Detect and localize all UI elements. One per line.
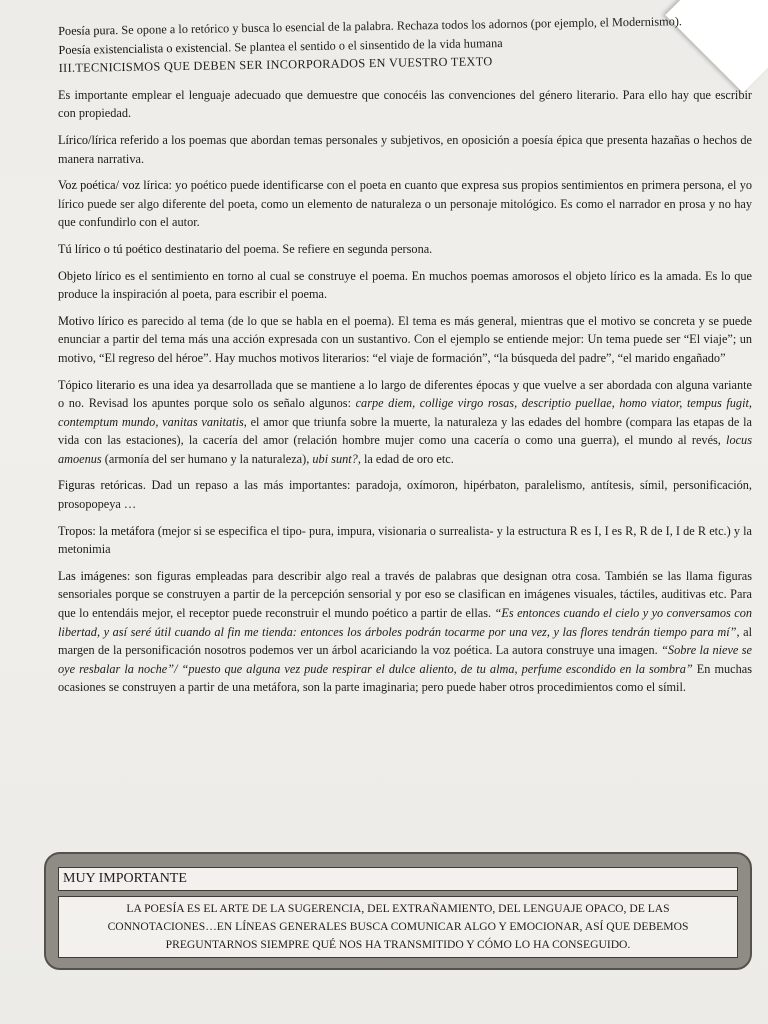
term-imagenes: Las imágenes — [58, 568, 127, 583]
poesia-pura-text: . Se opone a lo retórico y busca lo esencial de la palabra. Rechaza todos los adornos (por ejemplo, el Modernismo). — [115, 14, 683, 38]
lirico-text: referido a los poemas que abordan temas personales y subjetivos, en oposición a poesía épica que presenta hazañas o hechos de manera narrativa. — [58, 132, 752, 166]
imagenes-quote-1: “Es entonces cuando el cielo y yo conversamos con libertad, y así seré útil cuando al fin me tienda: entonces los árboles podrán tocarme por una vez, y las flores tendrán tiempo para mí” — [58, 606, 752, 639]
term-poesia-existencial: Poesía existencialista o existencial — [58, 39, 229, 57]
term-figuras-retoricas: Figuras retóricas — [58, 478, 143, 493]
intro-paragraph: Es importante emplear el lenguaje adecuado que demuestre que conocéis las convenciones del género literario. Para ello hay que escribir con propiedad. — [58, 87, 752, 121]
figuras-paragraph — [58, 476, 752, 513]
topico-text-4: , la edad de oro etc. — [357, 451, 454, 466]
topico-text-1: es una idea ya desarrollada que se mantiene a lo largo de diferentes épocas y que vuelve a ser abordada con alguna variante o no. Revisad los apuntes porque solo os señalo algunos: — [58, 377, 752, 411]
term-tu-lirico: Tú lírico o tú poético — [58, 241, 162, 256]
term-lirico: Lírico/lírica — [58, 132, 117, 147]
voz-poetica-paragraph — [58, 176, 752, 232]
imagenes-paragraph — [58, 567, 752, 697]
term-poesia-pura: Poesía pura — [58, 23, 116, 38]
important-box — [44, 852, 752, 970]
important-box-body — [58, 896, 738, 958]
term-objeto-lirico: Objeto lírico — [58, 268, 122, 283]
term-topico-literario: Tópico literario — [58, 377, 136, 392]
imagenes-quote-2: “Sobre la nieve se oye resbalar la noche”/ “puesto que alguna vez pude respirar el dulce aliento, de tu alma, perfume escondido en la sombra” — [58, 643, 752, 676]
important-box-title: MUY IMPORTANTE — [58, 867, 738, 891]
topico-ubi-sunt: ubi sunt? — [312, 451, 358, 466]
important-line-3: PREGUNTARNOS SIEMPRE QUÉ NOS HA TRANSMITIDO Y CÓMO LO HA CONSEGUIDO. — [165, 938, 631, 951]
tu-lirico-text: destinatario del poema. Se refiere en segunda persona. — [161, 241, 433, 256]
term-voz-poetica: Voz poética/ voz lírica — [58, 178, 169, 193]
objeto-lirico-paragraph — [58, 267, 752, 304]
tu-lirico-paragraph — [58, 240, 752, 259]
topico-locus-amoenus: locus amoenus — [58, 433, 752, 466]
imagenes-text-3: En muchas ocasiones se construyen a partir de una metáfora, son la parte imaginaria; pero puede haber otros procedimientos como el símil. — [58, 661, 753, 695]
motivo-lirico-paragraph — [58, 312, 752, 368]
lirico-paragraph — [58, 131, 752, 168]
term-tropos: Tropos: la metáfora — [58, 523, 155, 538]
objeto-lirico-text: es el sentimiento en torno al cual se construye el poema. En muchos poemas amorosos el objeto lírico es la amada. Es lo que produce la inspiración al poeta, para escribir el poema. — [58, 268, 752, 302]
imagenes-text-1: : son figuras empleadas para describir algo real a través de palabras que designan otra cosa. También se las llama figuras sensoriales porque se construyen a partir de la percepción sensorial y por eso se clasifican en imágenes visuales, táctiles, auditivas etc. Para que lo entendáis mejor, el receptor puede reconstruir el mundo poético a partir de ellas. — [58, 568, 752, 621]
term-motivo-lirico: Motivo lírico — [58, 313, 124, 328]
motivo-lirico-text: es parecido al tema (de lo que se habla en el poema). El tema es más general, mientras que el motivo se concreta y se puede enunciar a partir del tema más una acción expresada con un sustantivo. Con el ejemplo se entiende mejor: Un tema puede ser “El viaje”; un motivo, “El regreso del héroe”. Hay muchos motivos literarios: “el viaje de formación”, “la búsqueda del padre”, “el marido engañado” — [58, 313, 752, 365]
topico-latin-list: carpe diem, collige virgo rosas, descriptio puellae, homo viator, tempus fugit, contemptum mundo, vanitas vanitatis — [58, 396, 752, 429]
document-content — [58, 14, 753, 705]
tropos-text: (mejor si se especifica el tipo- pura, impura, visionaria o surrealista- y la estructura R es I, I es R, R de I, I de R etc.) y la metonimia — [58, 523, 752, 557]
important-line-1: LA POESÍA ES EL ARTE DE LA SUGERENCIA, DEL EXTRAÑAMIENTO, DEL LENGUAJE OPACO, DE LAS — [126, 902, 670, 915]
topico-text-2: , el amor que triunfa sobre la muerte, la naturaleza y las edades del hombre (compara las etapas de la vida con las estaciones), la cacería del amor (relación hombre mujer como una cacería o como una guerra), el mundo al revés, — [58, 414, 752, 448]
top-section — [58, 11, 753, 78]
figuras-text: . Dad un repaso a las más importantes: paradoja, oxímoron, hipérbaton, paralelismo, antítesis, símil, personificación, prosopopeya … — [58, 478, 752, 512]
topico-text-3: (armonía del ser humano y la naturaleza), — [101, 451, 313, 466]
poesia-existencial-text: . Se plantea el sentido o el sinsentido de la vida humana — [228, 35, 503, 54]
topico-literario-paragraph — [58, 376, 752, 469]
important-line-2: CONNOTACIONES…EN LÍNEAS GENERALES BUSCA COMUNICAR ALGO Y EMOCIONAR, ASÍ QUE DEBEMOS — [107, 920, 689, 933]
tropos-paragraph — [58, 522, 752, 559]
imagenes-text-2: , al margen de la personificación nosotros podemos ver un árbol acariciando la voz poética. La autora construye una imagen. — [58, 624, 752, 658]
section-heading: III.TECNICISMOS QUE DEBEN SER INCORPORADOS EN VUESTRO TEXTO — [58, 54, 493, 76]
voz-poetica-text: : yo poético puede identificarse con el poeta en cuanto que expresa sus propios sentimientos en primera persona, el yo lírico puede ser algo diferente del poeta, como un elemento de naturaleza o un personaje mitológico. Es como el narrador en prosa y no hay que confundirlo con el autor. — [58, 178, 752, 230]
